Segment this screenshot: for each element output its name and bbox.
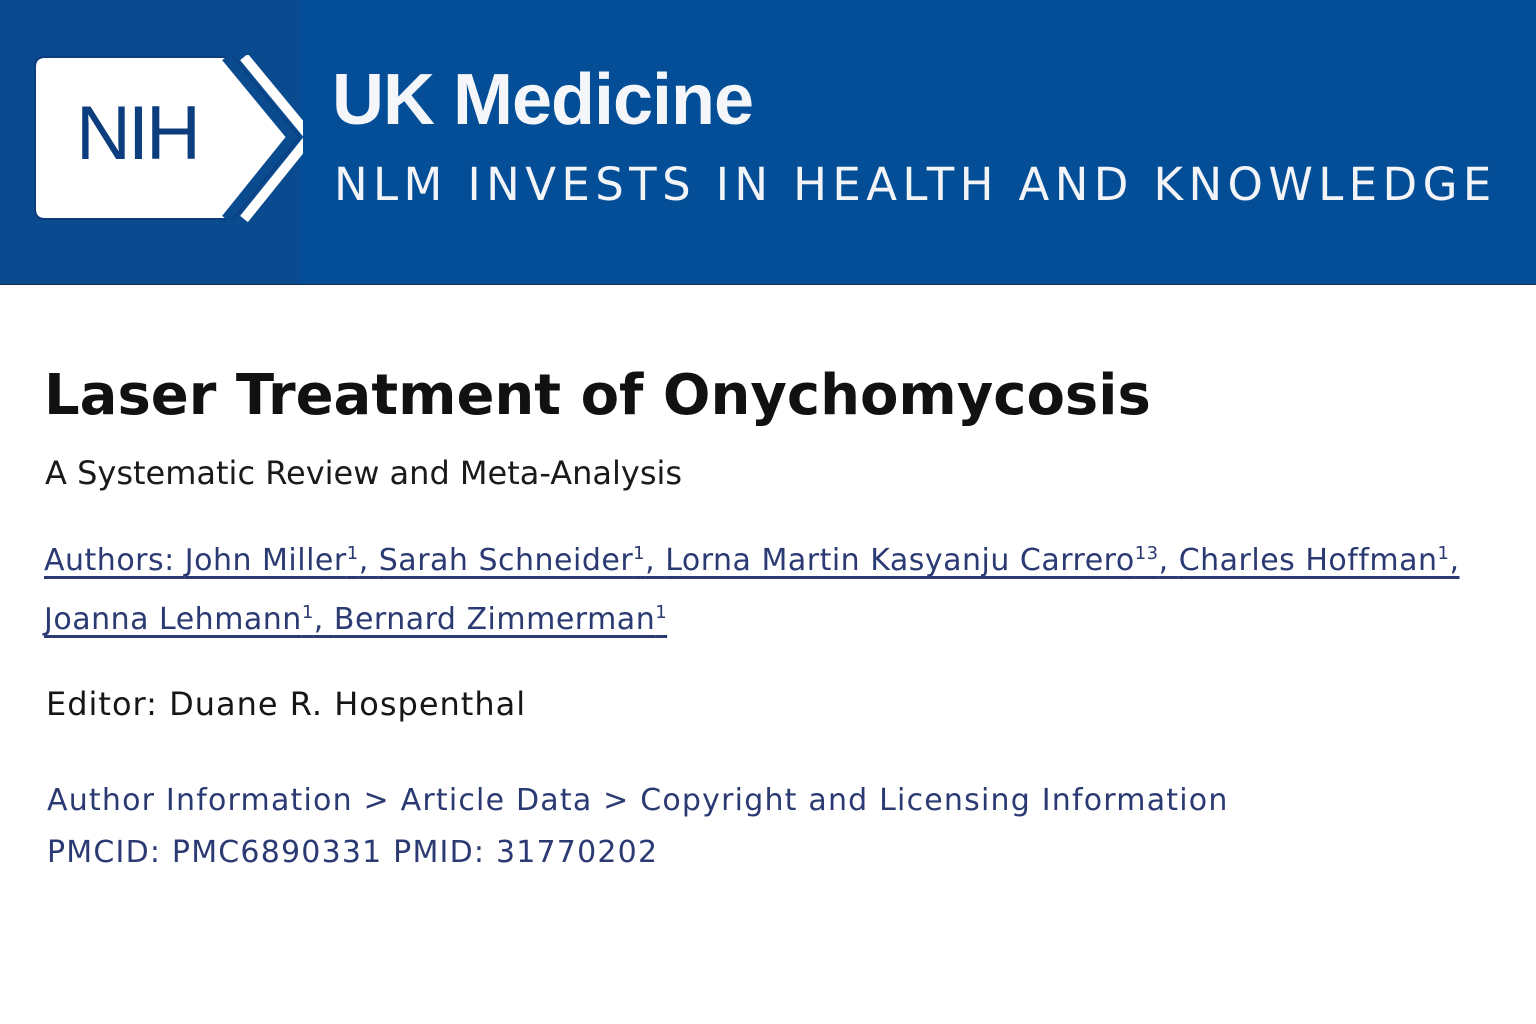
article-title: Laser Treatment of Onychomycosis	[44, 363, 1151, 428]
affiliation-sup: 1	[655, 602, 668, 623]
author-link[interactable]: Joanna Lehmann$^1$,	[44, 602, 334, 637]
affiliation-sup: 1	[1437, 543, 1450, 564]
author-link[interactable]: John Miller$^1$,	[184, 543, 379, 578]
article-identifiers: PMCID: PMC6890331 PMID: 31770202	[47, 835, 659, 870]
site-tagline: NLM INVESTS IN HEALTH AND KNOWLEDGE	[334, 158, 1497, 211]
article-subtitle: A Systematic Review and Meta-Analysis	[45, 454, 683, 492]
nih-logo[interactable]	[0, 0, 300, 284]
author-link[interactable]: Charles Hoffman$^1$,	[1178, 543, 1460, 578]
article-data-link[interactable]: Article Data	[400, 783, 593, 818]
nih-logo-text: NIH	[76, 91, 198, 176]
authors-label: Authors:	[44, 543, 185, 578]
author-link[interactable]: Sarah Schneider$^1$,	[378, 543, 666, 578]
author-link[interactable]: Bernard Zimmerman$^1$	[333, 602, 668, 637]
article-info-links	[47, 783, 1229, 818]
site-title[interactable]: UK Medicine	[332, 60, 754, 140]
breadcrumb-separator: >	[352, 783, 401, 818]
author-link[interactable]: Lorna Martin Kasyanju Carrero$^{13}$,	[665, 543, 1179, 578]
affiliation-sup: 1	[301, 602, 314, 623]
affiliation-sup: 13	[1134, 543, 1159, 564]
copyright-licensing-link[interactable]: Copyright and Licensing Information	[640, 783, 1229, 818]
breadcrumb-separator: >	[592, 783, 641, 818]
affiliation-sup: 1	[346, 543, 359, 564]
affiliation-sup: 1	[633, 543, 646, 564]
article-editor: Editor: Duane R. Hospenthal	[46, 685, 527, 723]
author-list	[44, 528, 1474, 646]
author-information-link[interactable]: Author Information	[47, 783, 353, 818]
site-header	[0, 0, 1536, 285]
